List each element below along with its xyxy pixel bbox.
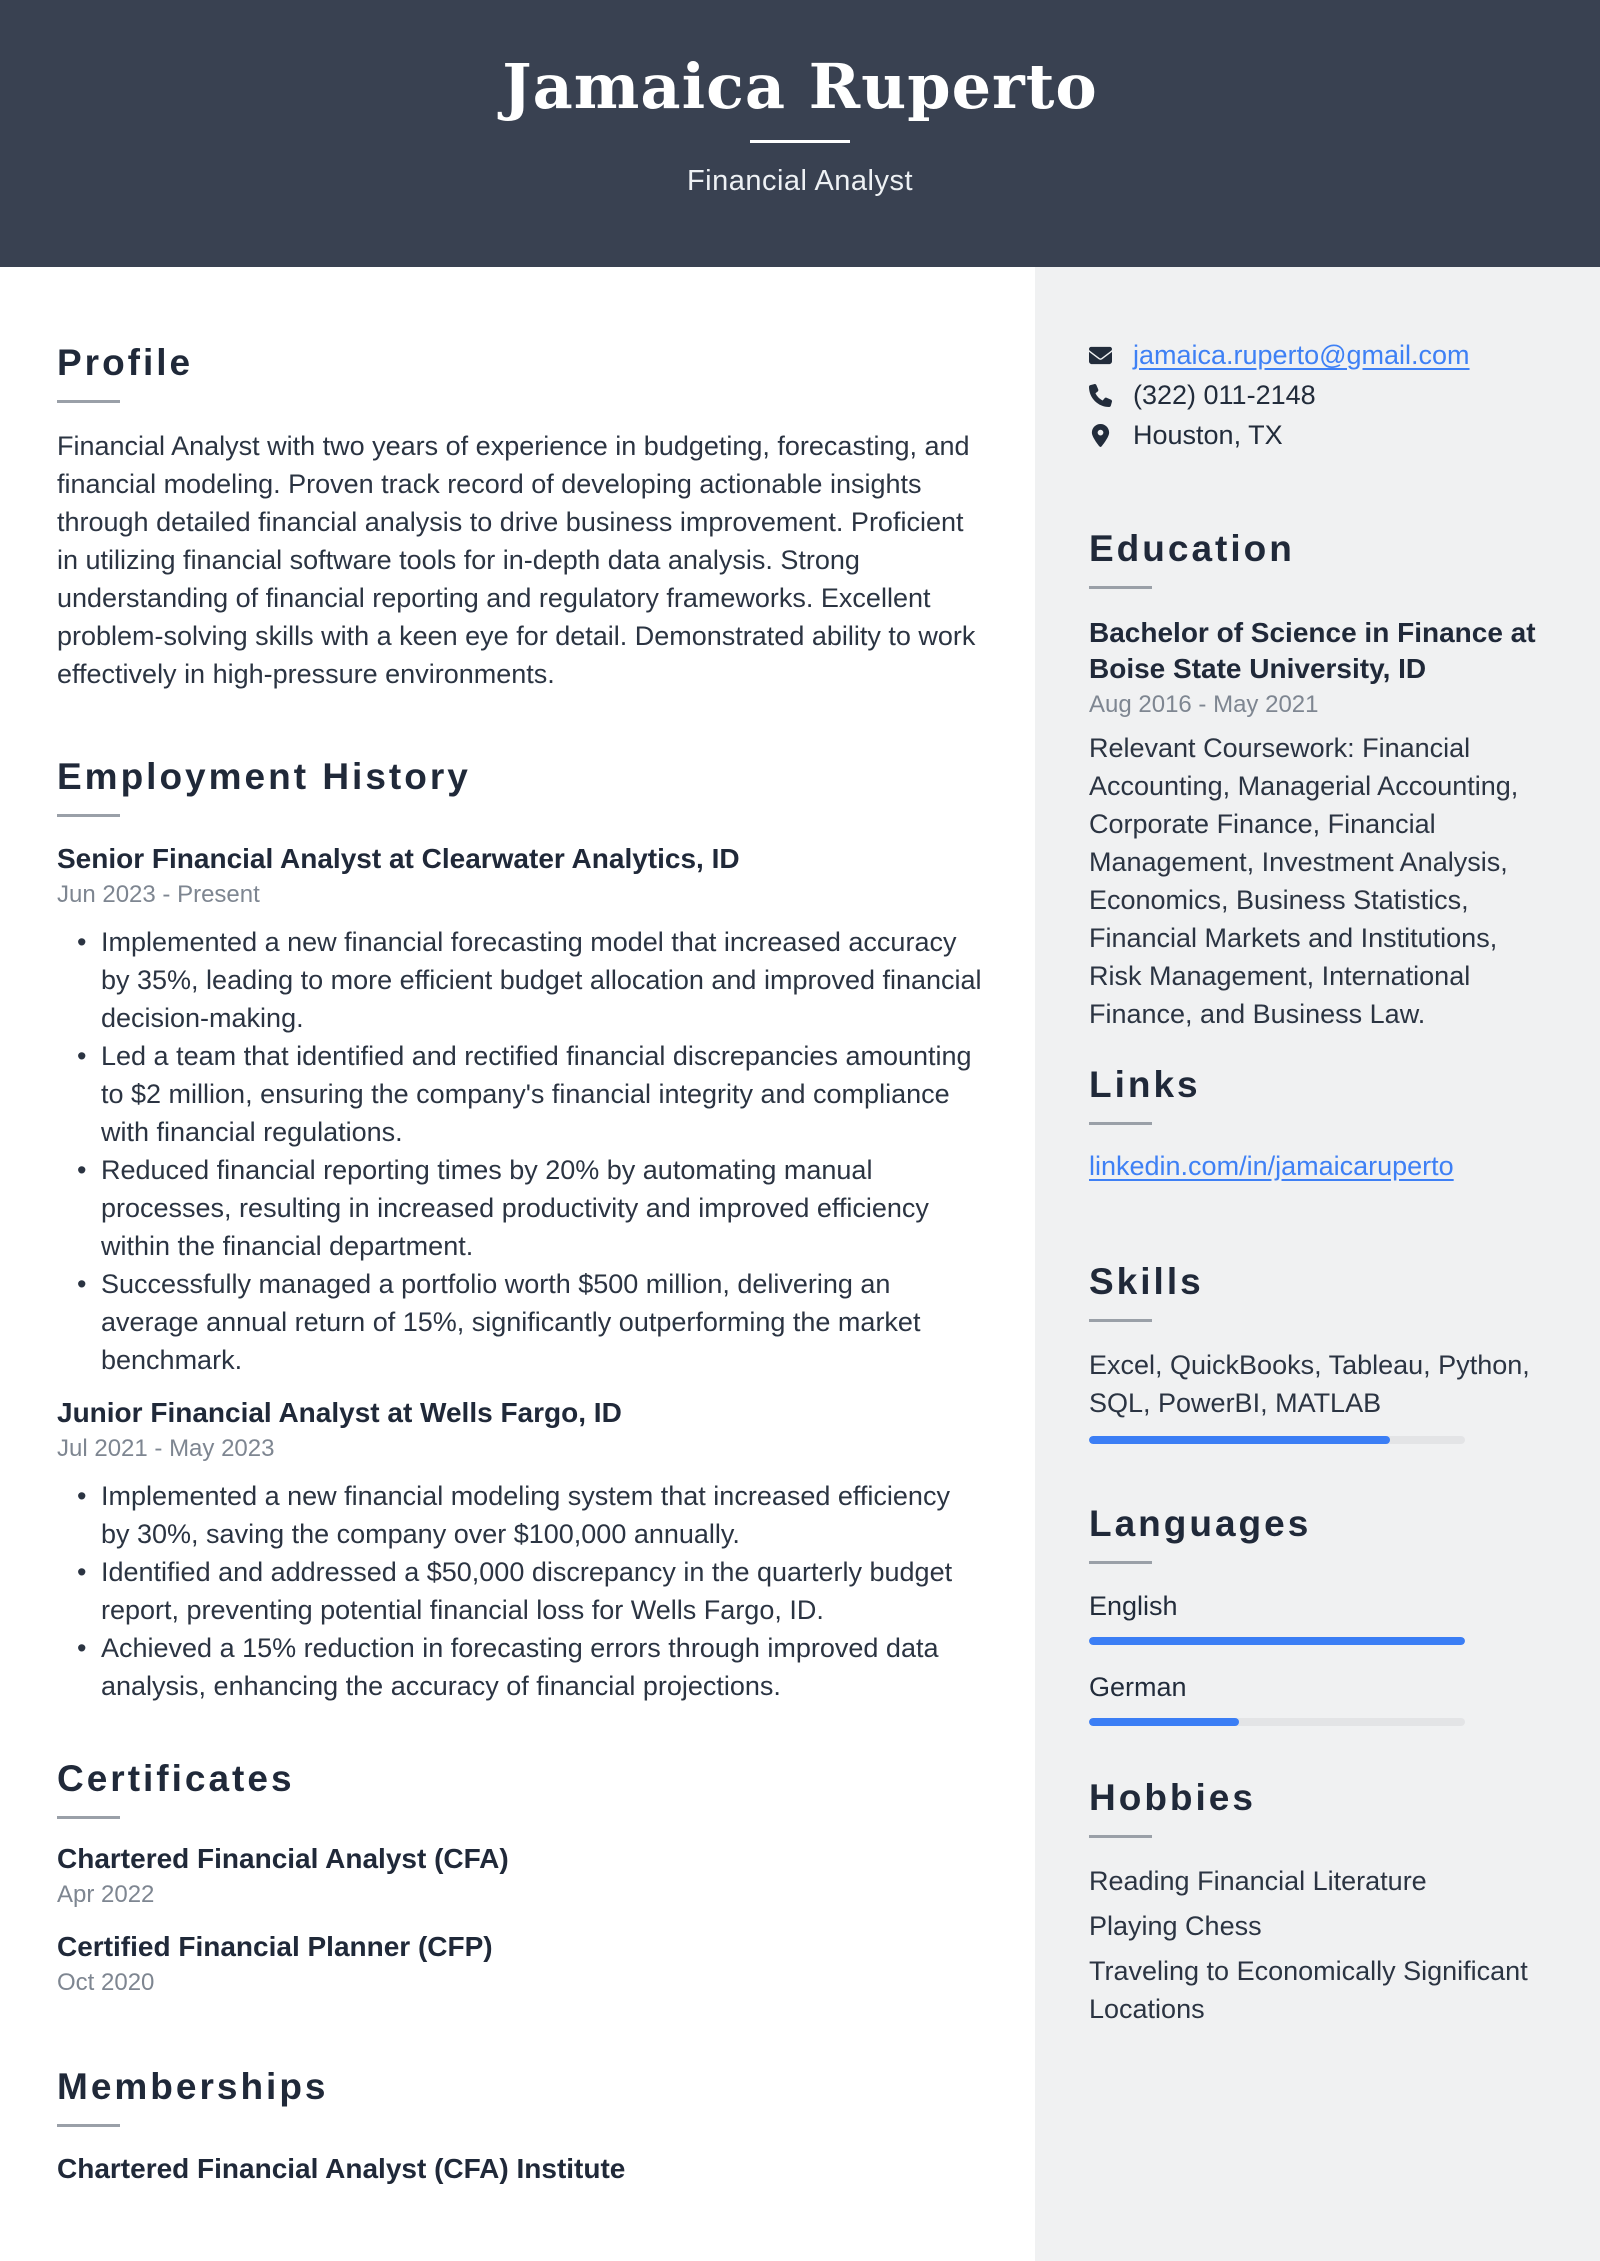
hobby-item: Reading Financial Literature — [1089, 1866, 1427, 1896]
section-rule — [1089, 1561, 1152, 1564]
email-link[interactable]: jamaica.ruperto@gmail.com — [1133, 340, 1470, 370]
section-certificates — [57, 1757, 985, 1999]
name-underline — [750, 140, 850, 143]
section-rule — [1089, 586, 1152, 589]
envelope-icon — [1089, 344, 1133, 367]
certificates-heading: Certificates — [57, 1758, 295, 1799]
section-profile — [57, 341, 985, 693]
job-bullet-list — [57, 923, 985, 1379]
links-list — [1089, 1151, 1550, 1182]
skills-level-fill — [1089, 1436, 1390, 1444]
section-hobbies — [1089, 1776, 1550, 2028]
candidate-job-title: Financial Analyst — [686, 165, 914, 197]
section-languages — [1089, 1502, 1550, 1726]
language-level-bar — [1089, 1637, 1465, 1645]
languages-heading: Languages — [1089, 1503, 1312, 1544]
resume-body — [0, 267, 1600, 2261]
job-bullet-list — [57, 1477, 985, 1705]
education-description: Relevant Coursework: Financial Accounting, Managerial Accounting, Corporate Finance, Financial Management, Investment Analysis, Economics, Business Statistics, Financial Markets and Institutions, Risk Management, International Finance, and Business Law. — [1089, 733, 1519, 1029]
membership-title: Chartered Financial Analyst (CFA) Institute — [57, 2153, 626, 2184]
candidate-name: Jamaica Ruperto — [502, 50, 1098, 123]
section-rule — [57, 2124, 120, 2127]
skills-text: Excel, QuickBooks, Tableau, Python, SQL, PowerBI, MATLAB — [1089, 1350, 1530, 1418]
certificate-date: Apr 2022 — [57, 1881, 155, 1908]
section-employment-history — [57, 755, 985, 1705]
contact-location-row — [1089, 415, 1550, 455]
degree-title: Bachelor of Science in Finance at Boise State University, ID — [1089, 617, 1536, 684]
certificate-entry — [57, 1841, 985, 1911]
links-heading: Links — [1089, 1064, 1201, 1105]
memberships-heading: Memberships — [57, 2066, 329, 2107]
linkedin-link[interactable]: linkedin.com/in/jamaicaruperto — [1089, 1151, 1454, 1181]
hobbies-list — [1089, 1862, 1550, 2028]
language-name: English — [1089, 1591, 1178, 1621]
phone-icon — [1089, 384, 1133, 407]
skills-level-bar — [1089, 1436, 1465, 1444]
section-rule — [57, 1816, 120, 1819]
membership-entry — [57, 2151, 985, 2187]
hobbies-heading: Hobbies — [1089, 1777, 1256, 1818]
section-education — [1089, 527, 1550, 1033]
certificate-title: Chartered Financial Analyst (CFA) — [57, 1843, 509, 1874]
job-entry — [57, 1395, 985, 1705]
resume-header — [0, 0, 1600, 267]
education-heading: Education — [1089, 528, 1295, 569]
section-rule — [1089, 1122, 1152, 1125]
certificate-entry — [57, 1929, 985, 1999]
job-bullet: • Successfully managed a portfolio worth $500 million, delivering an average annual return of 15%, significantly outperforming the market benchmark. — [57, 1265, 985, 1379]
language-level-fill — [1089, 1637, 1465, 1645]
education-entry — [1089, 615, 1550, 1033]
contact-phone-row — [1089, 375, 1550, 415]
job-title: Senior Financial Analyst at Clearwater Analytics, ID — [57, 843, 740, 874]
job-bullet: • Identified and addressed a $50,000 discrepancy in the quarterly budget report, preventing potential financial loss for Wells Fargo, ID. — [57, 1553, 985, 1629]
main-column — [0, 267, 1035, 2261]
profile-text: Financial Analyst with two years of experience in budgeting, forecasting, and financial modeling. Proven track record of developing actionable insights through detailed financial analysis to drive business improvement. Proficient in utilizing financial software tools for in-depth data analysis. Strong understanding of financial reporting and regulatory frameworks. Excellent problem-solving skills with a keen eye for detail. Demonstrated ability to work effectively in high-pressure environments. — [57, 431, 976, 689]
section-rule — [1089, 1835, 1152, 1838]
hobby-item: Traveling to Economically Significant Locations — [1089, 1956, 1528, 2024]
section-memberships — [57, 2065, 985, 2187]
contact-block — [1089, 335, 1550, 455]
job-bullet: • Led a team that identified and rectified financial discrepancies amounting to $2 million, ensuring the company's financial integrity and compliance with financial regulations. — [57, 1037, 985, 1151]
section-rule — [57, 400, 120, 403]
job-dates: Jul 2021 - May 2023 — [57, 1435, 275, 1462]
section-skills — [1089, 1260, 1550, 1444]
contact-email-row — [1089, 335, 1550, 375]
job-bullet: • Achieved a 15% reduction in forecasting errors through improved data analysis, enhancing the accuracy of financial projections. — [57, 1629, 985, 1705]
language-name: German — [1089, 1672, 1187, 1702]
section-rule — [57, 814, 120, 817]
hobby-item: Playing Chess — [1089, 1911, 1262, 1941]
language-level-bar — [1089, 1718, 1465, 1726]
section-rule — [1089, 1319, 1152, 1322]
language-entry — [1089, 1588, 1550, 1645]
job-entry — [57, 841, 985, 1379]
job-bullet: • Implemented a new financial modeling system that increased efficiency by 30%, saving the company over $100,000 annually. — [57, 1477, 985, 1553]
education-dates: Aug 2016 - May 2021 — [1089, 691, 1319, 718]
language-level-fill — [1089, 1718, 1239, 1726]
job-bullet: • Reduced financial reporting times by 20% by automating manual processes, resulting in increased productivity and improved efficiency within the financial department. — [57, 1151, 985, 1265]
location-pin-icon — [1089, 424, 1133, 447]
job-bullet: • Implemented a new financial forecasting model that increased accuracy by 35%, leading to more efficient budget allocation and improved financial decision-making. — [57, 923, 985, 1037]
job-dates: Jun 2023 - Present — [57, 881, 260, 908]
sidebar-column — [1035, 267, 1600, 2261]
job-title: Junior Financial Analyst at Wells Fargo, ID — [57, 1397, 622, 1428]
skills-heading: Skills — [1089, 1261, 1204, 1302]
certificate-title: Certified Financial Planner (CFP) — [57, 1931, 493, 1962]
profile-heading: Profile — [57, 342, 194, 383]
language-entry — [1089, 1669, 1550, 1726]
section-links — [1089, 1063, 1550, 1182]
certificate-date: Oct 2020 — [57, 1969, 155, 1996]
phone-number: (322) 011-2148 — [1133, 380, 1316, 410]
location-text: Houston, TX — [1133, 420, 1283, 450]
employment-heading: Employment History — [57, 756, 471, 797]
